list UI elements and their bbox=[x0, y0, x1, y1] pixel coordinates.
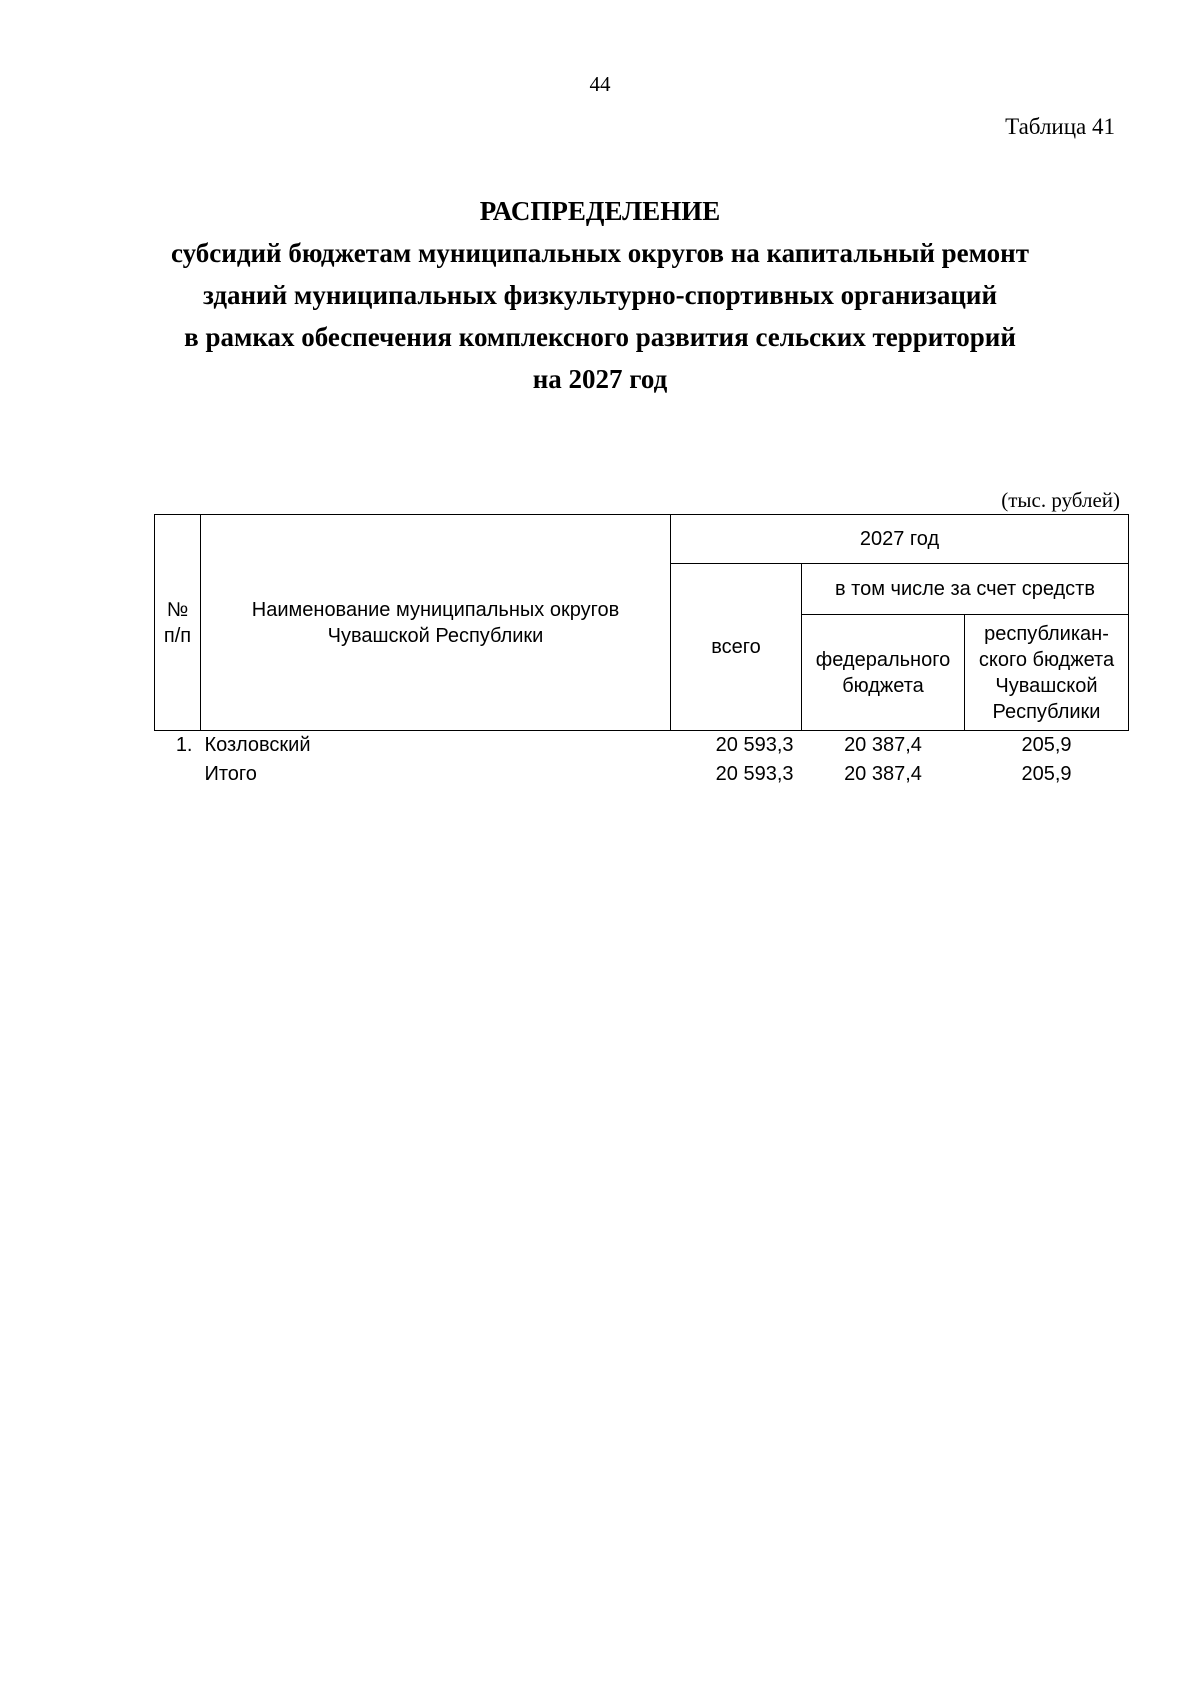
row-num: 1. bbox=[175, 734, 193, 756]
header-including: в том числе за счет средств bbox=[802, 564, 1129, 615]
units-label: (тыс. рублей) bbox=[1001, 488, 1120, 512]
table-reference: Таблица 41 bbox=[1005, 114, 1115, 139]
page-number: 44 bbox=[589, 72, 611, 96]
row-total: 20 593,3 bbox=[715, 734, 794, 756]
header-total: всего bbox=[671, 564, 802, 731]
row-name: Итого bbox=[204, 763, 257, 785]
table-row-total bbox=[155, 760, 1129, 789]
row-federal: 20 387,4 bbox=[844, 763, 922, 785]
heading-title: РАСПРЕДЕЛЕНИЕ bbox=[479, 196, 721, 226]
row-republic: 205,9 bbox=[1021, 763, 1072, 785]
heading-line-4: на 2027 год bbox=[532, 364, 668, 394]
row-republic: 205,9 bbox=[1021, 734, 1072, 756]
table-row bbox=[155, 731, 1129, 761]
heading-line-2: зданий муниципальных физкультурно-спортивных организаций bbox=[202, 280, 998, 310]
heading-line-1: субсидий бюджетам муниципальных округов на капитальный ремонт bbox=[171, 238, 1029, 268]
header-federal: федерального бюджета bbox=[802, 615, 965, 731]
header-num: № п/п bbox=[155, 515, 201, 731]
heading-line-3: в рамках обеспечения комплексного развития сельских территорий bbox=[184, 322, 1016, 352]
row-federal: 20 387,4 bbox=[844, 734, 922, 756]
row-total: 20 593,3 bbox=[715, 763, 794, 785]
document-heading bbox=[100, 190, 1100, 400]
distribution-table bbox=[154, 514, 1129, 789]
header-name: Наименование муниципальных округов Чувашской Республики bbox=[201, 515, 671, 731]
row-num bbox=[155, 760, 201, 789]
row-name: Козловский bbox=[204, 734, 311, 756]
header-year: 2027 год bbox=[671, 515, 1129, 564]
header-republic: республикан-ского бюджета Чувашской Республики bbox=[965, 615, 1129, 731]
